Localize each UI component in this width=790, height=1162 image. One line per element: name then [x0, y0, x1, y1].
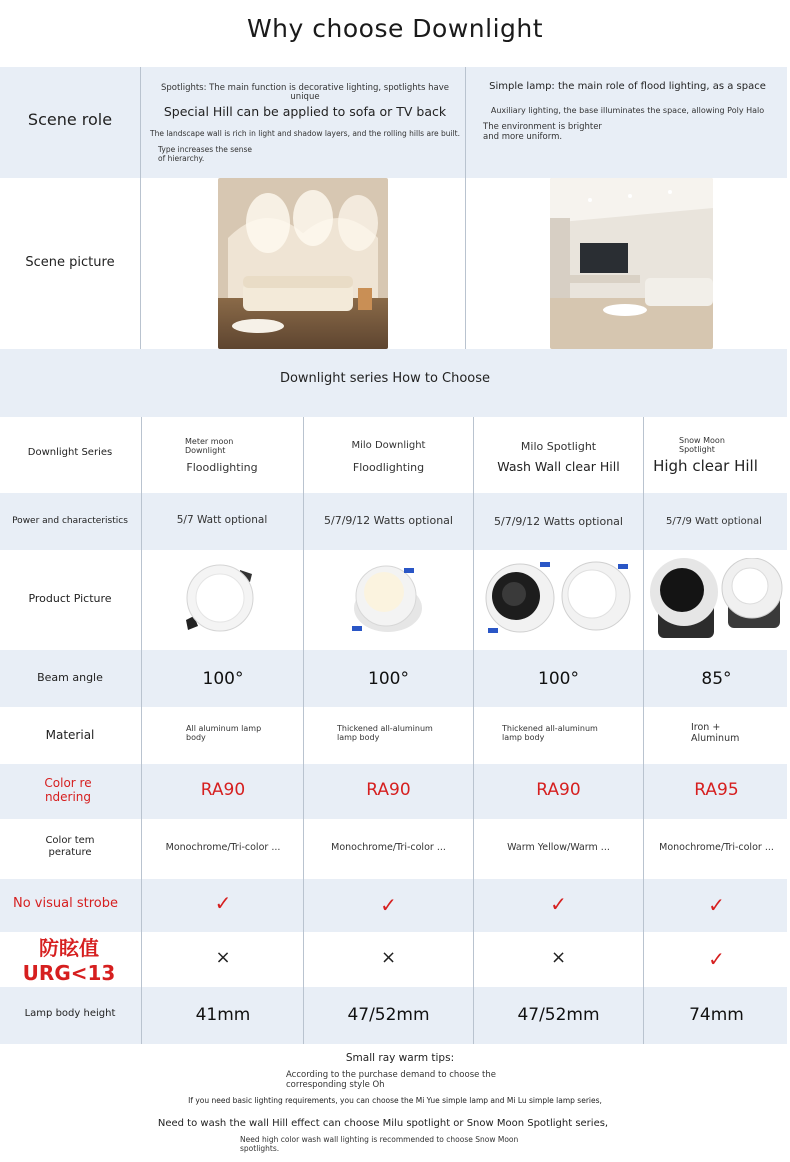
- scene-photo-simple: [550, 178, 713, 349]
- product2-strobe-check-icon: ✓: [380, 893, 397, 917]
- tip-3: Need to wash the wall Hill effect can choose Milu spotlight or Snow Moon Spotlight series,: [157, 1118, 609, 1129]
- tip-4: Need high color wash wall lighting is recommended to choose Snow Moon spotlights.: [240, 1135, 519, 1153]
- product3-color-temp: Warm Yellow/Warm ...: [507, 842, 610, 853]
- product3-height: 47/52mm: [517, 1005, 600, 1025]
- row-label-picture: Product Picture: [28, 592, 112, 605]
- product1-image: [180, 560, 260, 636]
- page-title: Why choose Downlight: [246, 14, 544, 43]
- row-label-glare: 防眩值 URG<13: [22, 936, 116, 985]
- product1-power: 5/7 Watt optional: [176, 514, 268, 526]
- product2-type: Floodlighting: [352, 461, 425, 474]
- product3-material: Thickened all-aluminum lamp body: [502, 724, 598, 742]
- product4-strobe-check-icon: ✓: [708, 893, 725, 917]
- simple-desc-line1: Simple lamp: the main role of flood lighting, as a space: [489, 81, 766, 92]
- spot-desc-line3: The landscape wall is rich in light and shadow layers, and the rolling hills are built.: [150, 129, 460, 138]
- product1-cri: RA90: [200, 780, 246, 800]
- product2-color-temp: Monochrome/Tri-color ...: [331, 842, 446, 853]
- product2-height: 47/52mm: [347, 1005, 430, 1025]
- product1-name: Meter moon Downlight: [185, 437, 234, 455]
- row-label-strobe: No visual strobe: [13, 896, 118, 911]
- product4-glare-check-icon: ✓: [708, 947, 725, 971]
- row-label-height: Lamp body height: [24, 1008, 116, 1019]
- simple-desc-line3: The environment is brighter and more uniform.: [483, 122, 602, 142]
- spot-desc-line1: Spotlights: The main function is decorative lighting, spotlights have unique: [161, 83, 449, 102]
- product4-color-temp: Monochrome/Tri-color ...: [659, 842, 774, 853]
- product4-height: 74mm: [689, 1005, 744, 1025]
- product3-power: 5/7/9/12 Watts optional: [494, 515, 623, 528]
- section-title: Downlight series How to Choose: [279, 371, 491, 386]
- scene-photo-spotlight: [218, 178, 388, 349]
- row-label-cri: Color re ndering: [44, 776, 92, 804]
- product4-image: [646, 558, 788, 642]
- divider: [140, 67, 141, 349]
- product2-beam: 100°: [368, 669, 409, 689]
- product3-name: Milo Spotlight: [520, 440, 597, 453]
- product3-type: Wash Wall clear Hill: [497, 459, 620, 474]
- row-label-color-temp: Color tem perature: [45, 835, 95, 858]
- row-label-series: Downlight Series: [27, 447, 113, 458]
- product4-type: High clear Hill: [653, 457, 758, 475]
- tip-2: If you need basic lighting requirements, you can choose the Mi Yue simple lamp and Mi Lu simple lamp series,: [188, 1096, 602, 1105]
- product2-glare-cross-icon: ×: [380, 947, 397, 968]
- scene-picture-label: Scene picture: [25, 255, 115, 270]
- product1-color-temp: Monochrome/Tri-color ...: [165, 842, 281, 853]
- product4-power: 5/7/9 Watt optional: [666, 516, 762, 527]
- scene-role-label: Scene role: [27, 110, 113, 129]
- product1-height: 41mm: [195, 1005, 251, 1025]
- product1-type: Floodlighting: [186, 461, 258, 474]
- tips-heading: Small ray warm tips:: [345, 1052, 455, 1064]
- product2-name: Milo Downlight: [351, 440, 426, 451]
- product1-material: All aluminum lamp body: [186, 724, 262, 742]
- product4-beam: 85°: [701, 669, 732, 689]
- product3-strobe-check-icon: ✓: [550, 892, 567, 916]
- spot-desc-line2: Special Hill can be applied to sofa or TV back: [163, 104, 447, 119]
- spot-desc-line4: Type increases the sense of hierarchy.: [158, 145, 253, 163]
- simple-desc-line2: Auxiliary lighting, the base illuminates the space, allowing Poly Halo: [490, 106, 765, 115]
- product2-power: 5/7/9/12 Watts optional: [324, 514, 453, 527]
- product1-beam: 100°: [202, 669, 244, 689]
- product3-cri: RA90: [536, 780, 581, 800]
- product4-cri: RA95: [694, 780, 739, 800]
- product2-cri: RA90: [366, 780, 411, 800]
- product1-glare-cross-icon: ×: [215, 947, 231, 968]
- product3-beam: 100°: [538, 669, 579, 689]
- divider: [465, 67, 466, 349]
- product4-name: Snow Moon Spotlight: [679, 436, 725, 454]
- row-label-beam: Beam angle: [37, 671, 103, 684]
- product2-material: Thickened all-aluminum lamp body: [337, 724, 433, 742]
- row-label-material: Material: [45, 728, 95, 742]
- tip-1: According to the purchase demand to choose the corresponding style Oh: [286, 1070, 497, 1090]
- product2-image: [348, 560, 428, 636]
- product1-strobe-check-icon: ✓: [214, 891, 232, 915]
- product4-material: Iron + Aluminum: [691, 722, 740, 744]
- product3-image: [482, 556, 637, 638]
- product3-glare-cross-icon: ×: [550, 947, 567, 968]
- row-label-power: Power and characteristics: [12, 516, 128, 526]
